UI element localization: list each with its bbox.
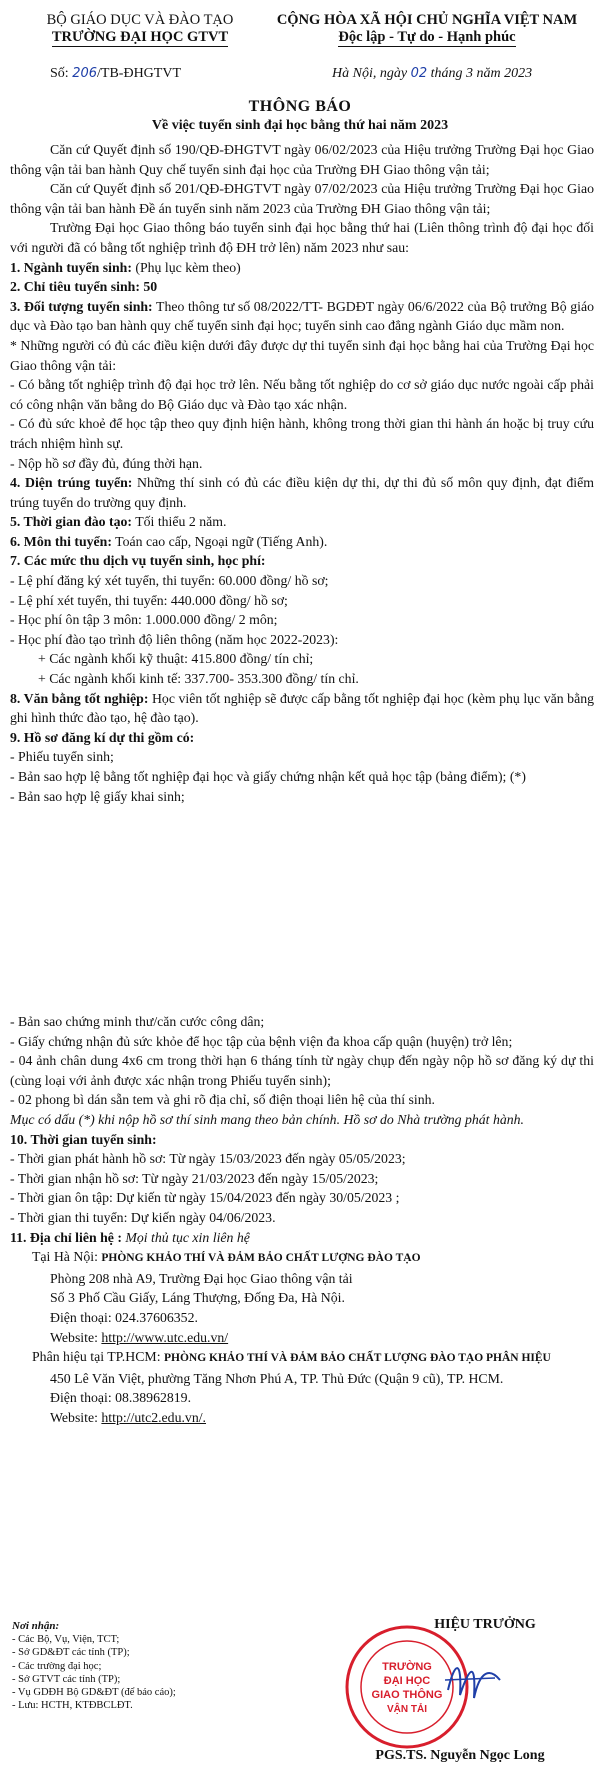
national-motto: Độc lập - Tự do - Hạnh phúc [338,29,516,45]
date-suffix: tháng 3 năm 2023 [430,66,533,81]
republic-name: CỘNG HÒA XÃ HỘI CHỦ NGHĨA VIỆT NAM [276,12,578,28]
section-4: 4. Diện trúng tuyển: Những thí sinh có đủ các điều kiện dự thi, dự thi đủ số môn quy định, đạt điểm trúng tuyển do trường quy định. [10,475,594,510]
hcm-address-line: 450 Lê Văn Việt, phường Tăng Nhơn Phú A, TP. Thủ Đức (Quận 9 cũ), TP. HCM. [50,1370,504,1386]
list-item: - 02 phong bì dán sẵn tem và ghi rõ địa chỉ, số điện thoại liên hệ của thí sinh. [10,1092,435,1108]
seal-line: GIAO THÔNG [371,1689,443,1701]
handwritten-signature [440,1650,510,1710]
list-item: - Thời gian phát hành hồ sơ: Từ ngày 15/03/2023 đến ngày 05/05/2023; [10,1151,406,1167]
section-8: 8. Văn bằng tốt nghiệp: Học viên tốt nghiệp sẽ được cấp bằng tốt nghiệp đại học (kèm phụ lục văn bằng ghi hình thức đào tạo, hệ đào tạo). [10,690,594,726]
intro-paragraph: Căn cứ Quyết định số 201/QĐ-ĐHGTVT ngày 07/02/2023 của Hiệu trưởng Trường Đại học Giao thông vận tải ban hành Đề án tuyển sinh năm 2023 của Trường ĐH Giao thông vận tải; [10,181,594,216]
list-item: - Có đủ sức khoẻ để học tập theo quy định hiện hành, không trong thời gian thi hành án hoặc bị truy cứu trách nhiệm hình sự. [10,416,594,451]
recipients-list [12,1620,212,1712]
national-heading [262,12,592,47]
seal-line: VẬN TẢI [387,1704,427,1715]
section-9-note: Mục có dấu (*) khi nộp hồ sơ thí sinh mang theo bản chính. Hồ sơ do Nhà trường phát hành. [10,1111,525,1127]
issue-date [332,66,532,82]
document-number-suffix: /TB-ĐHGTVT [97,66,182,81]
document-body-part-2 [10,1012,594,1427]
hcm-website: Website: http://utc2.edu.vn/. [50,1409,207,1425]
document-number-prefix: Số: [50,66,69,81]
hanoi-website: Website: http://www.utc.edu.vn/ [50,1329,229,1345]
issuer-block [20,12,260,47]
document-body-part-1 [10,140,594,806]
list-item: - 04 ảnh chân dung 4x6 cm trong thời hạn 6 tháng tính từ ngày chụp đến ngày nộp hồ sơ đăng ký dự thi (cùng loại với ảnh được xác nhận trong Phiếu tuyển sinh); [10,1053,594,1088]
section-6: 6. Môn thi tuyển: Toán cao cấp, Ngoại ngữ (Tiếng Anh). [10,533,328,549]
university-name: TRƯỜNG ĐẠI HỌC GTVT [51,29,229,45]
list-item: - Lệ phí xét tuyển, thi tuyển: 440.000 đồng/ hồ sơ; [10,592,288,608]
recipient-item: - Các trường đại học; [12,1660,102,1672]
document-subtitle: Về việc tuyển sinh đại học bằng thứ hai năm 2023 [151,118,449,133]
list-item: - Học phí ôn tập 3 môn: 1.000.000 đồng/ 2 môn; [10,612,278,628]
document-number-handwritten: 206 [72,66,98,81]
list-item: - Bản sao chứng minh thư/căn cước công dân; [10,1014,265,1029]
list-item: - Học phí đào tạo trình độ liên thông (năm học 2022-2023): [10,631,339,647]
section-10: 10. Thời gian tuyển sinh: [10,1131,157,1147]
intro-paragraph: Căn cứ Quyết định số 190/QĐ-ĐHGTVT ngày 06/02/2023 của Hiệu trưởng Trường Đại học Giao thông vận tải ban hành Quy chế tuyển sinh đại học của Trường ĐH Giao thông vận tải; [10,142,594,177]
sub-list-item: + Các ngành khối kỹ thuật: 415.800 đồng/ tín chỉ; [38,651,314,667]
list-item: - Có bằng tốt nghiệp trình độ đại học trở lên. Nếu bằng tốt nghiệp do cơ sở giáo dục nước ngoài cấp phải có công nhận văn bằng do Bộ Giáo dục và Đào tạo xác nhận. [10,377,594,412]
recipients-title: Nơi nhận: [12,1620,60,1632]
hanoi-phone: Điện thoại: 024.37606352. [50,1309,198,1325]
list-item: - Bản sao hợp lệ bằng tốt nghiệp đại học và giấy chứng nhận kết quả học tập (bảng điểm); (*) [10,769,526,784]
seal-line: ĐẠI HỌC [383,1675,431,1687]
list-item: - Lệ phí đăng ký xét tuyển, thi tuyển: 60.000 đồng/ hồ sơ; [10,573,329,589]
list-item: - Nộp hồ sơ đầy đủ, đúng thời hạn. [10,455,203,471]
date-prefix: Hà Nội, ngày [332,66,408,81]
hanoi-website-link[interactable]: http://www.utc.edu.vn/ [101,1329,229,1345]
section-2: 2. Chỉ tiêu tuyển sinh: 50 [10,279,158,295]
document-title: THÔNG BÁO [248,98,352,115]
hcm-website-link[interactable]: http://utc2.edu.vn/. [101,1409,207,1425]
hcm-phone: Điện thoại: 08.38962819. [50,1390,192,1406]
recipient-item: - Sở GTVT các tỉnh (TP); [12,1673,121,1685]
recipient-item: - Các Bộ, Vụ, Viện, TCT; [12,1634,120,1646]
list-item: - Thời gian nhận hồ sơ: Từ ngày 21/03/2023 đến ngày 15/05/2023; [10,1170,379,1186]
signer-name: PGS.TS. Nguyễn Ngọc Long [375,1748,545,1763]
section-11: 11. Địa chỉ liên hệ : Mọi thủ tục xin liên hệ [10,1229,250,1245]
seal-line: TRƯỜNG [382,1661,432,1673]
section-7: 7. Các mức thu dịch vụ tuyển sinh, học phí: [10,553,266,569]
list-item: - Bản sao hợp lệ giấy khai sinh; [10,788,185,804]
list-item: - Thời gian thi tuyển: Dự kiến ngày 04/06/2023. [10,1209,276,1225]
ministry-name: BỘ GIÁO DỤC VÀ ĐÀO TẠO [46,12,234,28]
recipient-item: - Vụ GDĐH Bộ GD&ĐT (để báo cáo); [12,1687,176,1699]
document-number [50,66,181,82]
recipient-item: - Sở GD&ĐT các tỉnh (TP); [12,1647,130,1659]
section-3: 3. Đối tượng tuyển sinh: Theo thông tư số 08/2022/TT- BGDĐT ngày 06/6/2022 của Bộ trưởng Bộ giáo dục và Đào tạo ban hành quy chế tuyển sinh đại học; tuyển sinh cao đẳng ngành Giáo dục mầm non. [10,298,594,334]
section-9: 9. Hồ sơ đăng kí dự thi gồm có: [10,729,195,745]
section-1: 1. Ngành tuyển sinh: (Phụ lục kèm theo) [10,259,241,275]
intro-paragraph: Trường Đại học Giao thông báo tuyển sinh đại học bằng thứ hai (Liên thông trình độ đại học đối với người đã có bằng tốt nghiệp trình độ ĐH trở lên) năm 2023 như sau: [10,220,594,255]
section-5: 5. Thời gian đào tạo: Tối thiểu 2 năm. [10,514,227,530]
date-day-handwritten: 02 [410,66,428,81]
hcm-contact-heading: Phân hiệu tại TP.HCM: PHÒNG KHẢO THÍ VÀ ĐẢM BẢO CHẤT LƯỢNG ĐÀO TẠO PHÂN HIỆU [32,1349,551,1365]
sub-list-item: + Các ngành khối kinh tế: 337.700- 353.300 đồng/ tín chỉ. [38,671,359,687]
page-break [0,985,600,1000]
recipient-item: - Lưu: HCTH, KTĐBCLĐT. [12,1700,133,1712]
signer-title: HIỆU TRƯỞNG [434,1617,536,1632]
section-3-note: * Những người có đủ các điều kiện dưới đây được dự thi tuyển sinh đại học bằng hai của Trường Đại học Giao thông vận tải: [10,337,594,373]
hanoi-contact-heading: Tại Hà Nội: PHÒNG KHẢO THÍ VÀ ĐẢM BẢO CHẤT LƯỢNG ĐÀO TẠO [32,1249,421,1265]
list-item: - Phiếu tuyển sinh; [10,749,114,765]
list-item: - Giấy chứng nhận đủ sức khỏe để học tập của bệnh viện đa khoa cấp quận (huyện) trở lên; [10,1033,513,1049]
hanoi-address-line: Phòng 208 nhà A9, Trường Đại học Giao thông vận tải [50,1270,353,1286]
hanoi-address-line: Số 3 Phố Cầu Giấy, Láng Thượng, Đống Đa, Hà Nội. [50,1290,345,1306]
list-item: - Thời gian ôn tập: Dự kiến từ ngày 15/04/2023 đến ngày 30/05/2023 ; [10,1190,400,1206]
